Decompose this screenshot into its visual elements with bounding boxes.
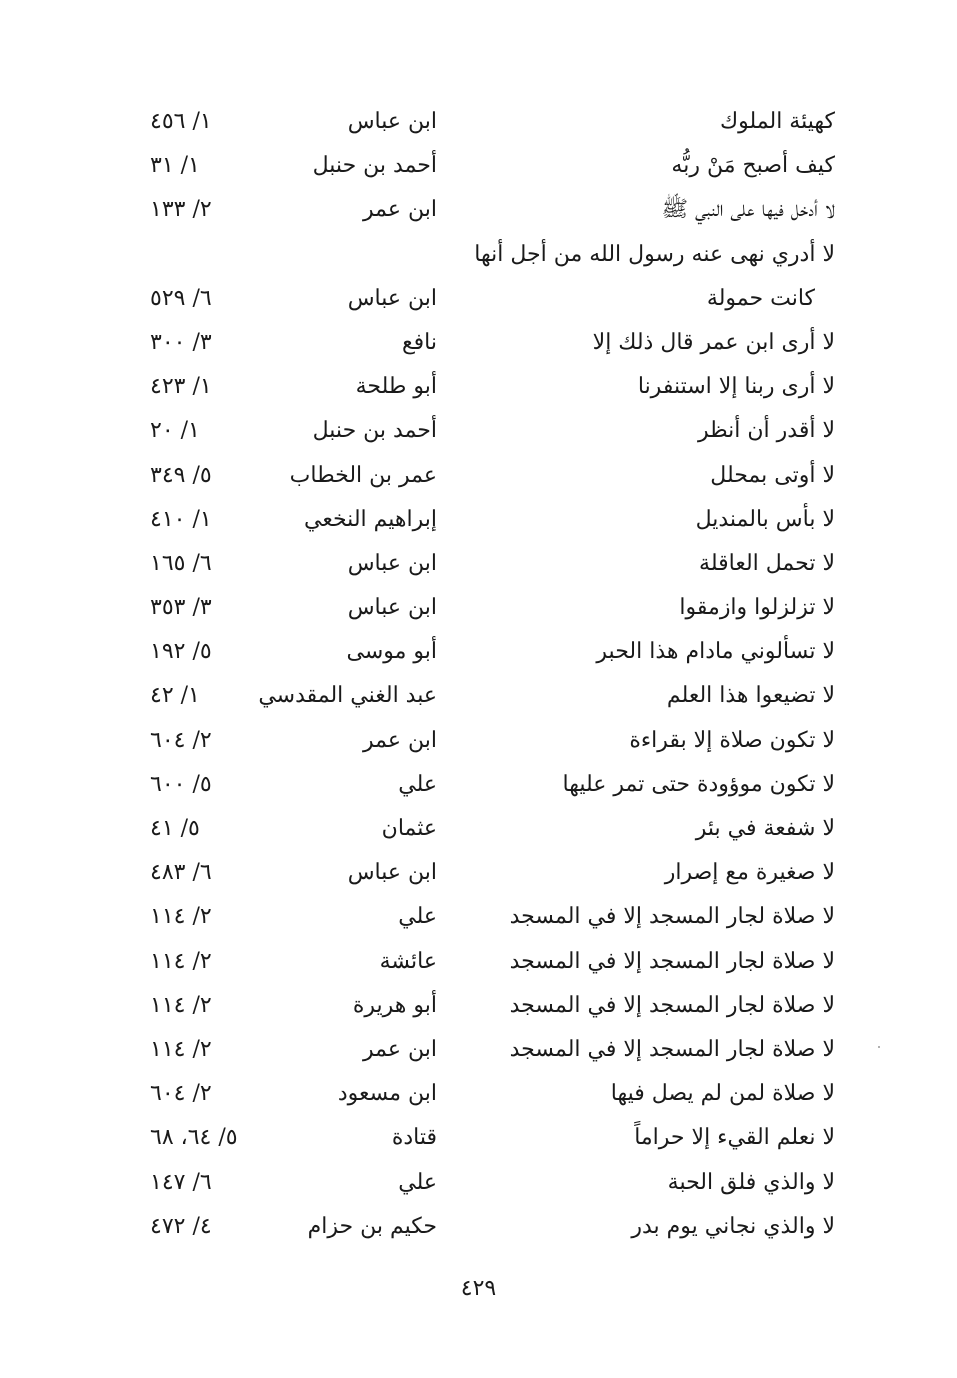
entry-narrator: ابن عمر <box>363 1036 437 1062</box>
entry-text: لا تزلزلوا وازمقوا <box>679 595 835 621</box>
entry-text: لا نعلم القيء إلا حراماً <box>634 1125 835 1151</box>
entry-narrator: علي <box>398 1169 437 1195</box>
index-row <box>0 807 957 851</box>
entry-reference: ٥/ ٦٠٠ <box>150 771 212 797</box>
entry-narrator: عمر بن الخطاب <box>289 462 437 488</box>
index-row <box>0 144 957 188</box>
entry-reference: ٤/ ٤٧٢ <box>150 1213 212 1239</box>
entry-narrator: علي <box>398 904 437 930</box>
entry-text: لا أرى ابن عمر قال ذلك إلا <box>592 329 835 355</box>
entry-reference: ٣/ ٣٥٣ <box>150 595 212 621</box>
entry-text: لا صلاة لجار المسجد إلا في المسجد <box>509 904 835 930</box>
index-row <box>0 1072 957 1116</box>
entry-narrator: ابن عباس <box>347 285 437 311</box>
entry-narrator: علي <box>398 771 437 797</box>
page-number: ٤٢٩ <box>460 1276 497 1301</box>
index-row <box>0 100 957 144</box>
index-row <box>0 586 957 630</box>
entry-narrator: عبد الغني المقدسي <box>258 683 437 709</box>
index-row <box>0 1116 957 1160</box>
entry-text: لا أرى ربنا إلا استنفرنا <box>637 374 835 400</box>
index-row <box>0 851 957 895</box>
entry-text: كهيئة الملوك <box>720 109 835 134</box>
entry-text: كيف أصبح مَنْ ربُّه <box>671 153 835 179</box>
entry-text: لا والذي فلق الحبة <box>667 1169 835 1195</box>
entry-reference: ٥/ ٣٤٩ <box>150 462 212 488</box>
entry-text: لا صغيرة مع إصرار <box>664 860 835 886</box>
index-row <box>0 719 957 763</box>
entry-text: لا والذي نجاني يوم بدر <box>631 1213 835 1239</box>
entry-narrator: أحمد بن حنبل <box>312 153 437 179</box>
index-row <box>0 409 957 453</box>
entry-narrator: ابن عمر <box>363 727 437 753</box>
index-row <box>0 542 957 586</box>
entry-narrator: أبو هريرة <box>352 992 437 1018</box>
index-row <box>0 365 957 409</box>
entry-text: لا أدخل فيها على النبي ﷺ <box>661 197 835 223</box>
index-row <box>0 984 957 1028</box>
entry-text: لا تحمل العاقلة <box>699 550 835 576</box>
entry-reference: ٢/ ١١٤ <box>150 948 212 974</box>
entry-reference: ٢/ ٦٠٤ <box>150 727 212 753</box>
entry-reference: ٣/ ٣٠٠ <box>150 329 212 355</box>
entry-reference: ٦/ ٥٢٩ <box>150 285 212 311</box>
entry-reference: ٥/ ١٩٢ <box>150 639 212 665</box>
entry-reference: ١/ ٢٠ <box>150 418 200 444</box>
entry-reference: ٢/ ١٣٣ <box>150 197 212 223</box>
entry-reference: ٥/ ٤١ <box>150 816 200 841</box>
index-row <box>0 674 957 718</box>
entry-text: لا شفعة في بئر <box>695 816 835 841</box>
index-row <box>0 498 957 542</box>
index-table <box>0 100 957 1249</box>
index-row <box>0 1028 957 1072</box>
entry-text: لا تسألوني مادام هذا الحبر <box>596 639 835 665</box>
entry-narrator: ابن عباس <box>347 595 437 621</box>
entry-narrator: ابن عباس <box>347 550 437 576</box>
index-row <box>0 630 957 674</box>
index-row <box>0 940 957 984</box>
entry-text: لا تضيعوا هذا العلم <box>666 683 835 709</box>
index-row <box>0 277 957 321</box>
entry-narrator: عائشة <box>379 948 437 974</box>
entry-text: لا تكون صلاة إلا بقراءة <box>629 727 835 753</box>
entry-narrator: أبو موسى <box>346 639 437 665</box>
entry-text: لا أوتى بمحلل <box>710 462 835 488</box>
entry-text: كانت حمولة <box>706 285 815 311</box>
index-row <box>0 763 957 807</box>
entry-reference: ٦/ ١٦٥ <box>150 550 212 576</box>
entry-reference: ١/ ٤٢٣ <box>150 374 212 400</box>
entry-reference: ٢/ ١١٤ <box>150 992 212 1018</box>
entry-narrator: نافع <box>401 329 437 355</box>
scan-speck <box>878 1046 880 1048</box>
entry-reference: ١/ ٤٥٦ <box>150 109 212 134</box>
entry-text: لا صلاة لجار المسجد إلا في المسجد <box>509 992 835 1018</box>
entry-narrator: ابن عباس <box>347 109 437 134</box>
entry-text: لا بأس بالمنديل <box>695 506 835 532</box>
entry-reference: ٢/ ١١٤ <box>150 1036 212 1062</box>
entry-reference: ٥/ ٦٤، ٦٨ <box>150 1125 238 1151</box>
entry-text: لا صلاة لمن لم يصل فيها <box>610 1081 835 1107</box>
entry-reference: ٦/ ٤٨٣ <box>150 860 212 886</box>
entry-text: لا أقدر أن أنظر <box>697 418 835 444</box>
entry-narrator: عثمان <box>381 816 437 841</box>
entry-text: لا تكون موؤودة حتى تمر عليها <box>562 771 835 797</box>
index-row <box>0 454 957 498</box>
entry-reference: ١/ ٤١٠ <box>150 506 212 532</box>
index-row <box>0 1161 957 1205</box>
entry-narrator: ابن عباس <box>347 860 437 886</box>
entry-reference: ٢/ ١١٤ <box>150 904 212 930</box>
entry-narrator: أحمد بن حنبل <box>312 418 437 444</box>
entry-reference: ١/ ٤٢ <box>150 683 200 709</box>
entry-text: لا أدري نهى عنه رسول الله من أجل أنها <box>474 241 835 267</box>
index-row <box>0 188 957 232</box>
entry-text: لا صلاة لجار المسجد إلا في المسجد <box>509 948 835 974</box>
entry-narrator: إبراهيم النخعي <box>304 506 437 532</box>
entry-text: لا صلاة لجار المسجد إلا في المسجد <box>509 1036 835 1062</box>
index-row <box>0 321 957 365</box>
index-row <box>0 233 957 277</box>
entry-narrator: حكيم بن حزام <box>307 1213 437 1239</box>
entry-narrator: أبو طلحة <box>355 374 437 400</box>
entry-narrator: قتادة <box>391 1125 437 1151</box>
index-row <box>0 895 957 939</box>
entry-narrator: ابن عمر <box>363 197 437 223</box>
entry-narrator: ابن مسعود <box>337 1081 437 1107</box>
index-row <box>0 1205 957 1249</box>
entry-reference: ٢/ ٦٠٤ <box>150 1081 212 1107</box>
entry-reference: ١/ ٣١ <box>150 153 200 179</box>
entry-reference: ٦/ ١٤٧ <box>150 1169 212 1195</box>
